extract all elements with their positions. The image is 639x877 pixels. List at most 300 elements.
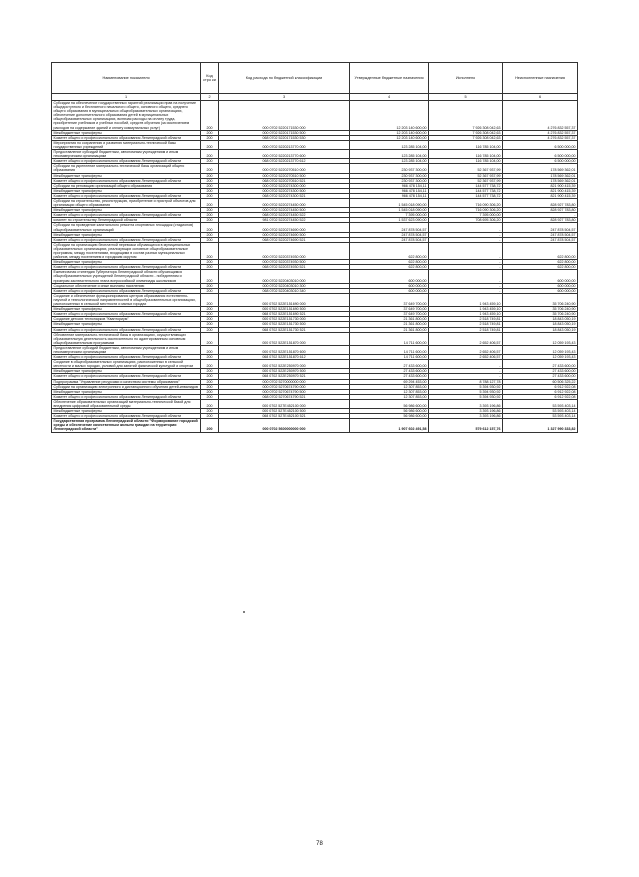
cell-executed: 2 652 406,57 bbox=[429, 332, 503, 345]
table-row bbox=[52, 360, 578, 369]
cell-name: Мероприятия по сохранению и развитию материально-технической базы государственных учреждений bbox=[52, 140, 201, 149]
table-row bbox=[52, 345, 578, 354]
cell-executed: 2 518 749,81 bbox=[429, 322, 503, 327]
header-approved: Утвержденные бюджетные назначения bbox=[350, 63, 429, 94]
cell-approved: 21 361 800,00 bbox=[350, 317, 429, 322]
cell-approved: 230 937 300,00 bbox=[350, 178, 429, 183]
cell-name: Комитет общего и профессионального образования Ленинградской области bbox=[52, 159, 201, 164]
cell-line-code: 200 bbox=[201, 394, 219, 399]
cell-approved: 622 800,00 bbox=[350, 265, 429, 270]
cell-line-code: 200 bbox=[201, 327, 219, 332]
cell-executed: - bbox=[429, 260, 503, 265]
cell-remaining: 828 927 783,80 bbox=[503, 198, 578, 207]
cell-name: Межбюджетные трансферты bbox=[52, 307, 201, 312]
cell-remaining: 53 593 403,14 bbox=[503, 399, 578, 408]
cell-executed: 1 943 459,10 bbox=[429, 312, 503, 317]
cell-line-code: 200 bbox=[201, 150, 219, 159]
cell-line-code: 200 bbox=[201, 135, 219, 140]
cell-remaining: 821 900 415,39 bbox=[503, 188, 578, 193]
cell-executed: 116 785 104,00 bbox=[429, 140, 503, 149]
cell-executed: 716 090 306,20 bbox=[429, 208, 503, 213]
cell-approved: 12 307 853,00 bbox=[350, 394, 429, 399]
cell-kbk: 068 0702 5220274300 521 bbox=[219, 193, 350, 198]
cell-kbk: 000 0702 5220274690 000 bbox=[219, 223, 350, 232]
cell-remaining: 27 433 600,00 bbox=[503, 374, 578, 379]
cell-executed: 52 367 937,99 bbox=[429, 164, 503, 173]
column-number: 1 bbox=[52, 94, 201, 101]
cell-approved: 56 986 600,00 bbox=[350, 414, 429, 419]
cell-remaining: 828 927 783,80 bbox=[503, 208, 578, 213]
cell-kbk: 000 0702 5220274690 500 bbox=[219, 232, 350, 237]
cell-name: Комитет общего и профессионального образования Ленинградской области bbox=[52, 178, 201, 183]
cell-executed: 3 393 196,86 bbox=[429, 399, 503, 408]
cell-remaining: 4 276 832 557,37 bbox=[503, 130, 578, 135]
table-row bbox=[52, 150, 578, 159]
cell-approved: 37 649 700,00 bbox=[350, 307, 429, 312]
cell-name: Межбюджетные трансферты bbox=[52, 369, 201, 374]
cell-line-code: 200 bbox=[201, 369, 219, 374]
cell-line-code: 200 bbox=[201, 288, 219, 293]
cell-line-code: 200 bbox=[201, 332, 219, 345]
header-executed: Исполнено bbox=[429, 63, 503, 94]
page-number: 78 bbox=[316, 841, 323, 847]
cell-name: Создание и обеспечение функционирования центров образования естественно-научной и технологической направленностей в общеобразовательных организациях, расположенных в сельской местности и малых городах bbox=[52, 293, 201, 306]
cell-line-code: 200 bbox=[201, 260, 219, 265]
cell-line-code: 200 bbox=[201, 384, 219, 389]
cell-approved: 21 361 800,00 bbox=[350, 327, 429, 332]
cell-line-code: 200 bbox=[201, 223, 219, 232]
cell-executed: 144 577 738,72 bbox=[429, 183, 503, 188]
cell-remaining: 821 900 415,39 bbox=[503, 183, 578, 188]
cell-kbk: 000 0702 5270000000 000 bbox=[219, 379, 350, 384]
cell-executed: 52 367 937,99 bbox=[429, 173, 503, 178]
cell-line-code: 200 bbox=[201, 178, 219, 183]
cell-line-code: 200 bbox=[201, 208, 219, 213]
cell-line-code: 200 bbox=[201, 379, 219, 384]
cell-kbk: 068 0702 522E250970 521 bbox=[219, 374, 350, 379]
cell-kbk: 981 0702 5220274450 522 bbox=[219, 218, 350, 223]
cell-remaining: 4 276 832 557,37 bbox=[503, 135, 578, 140]
cell-line-code: 200 bbox=[201, 409, 219, 414]
cell-approved: 1 537 623 090,00 bbox=[350, 218, 429, 223]
cell-name: Субсидии на организацию электронного и дистанционного обучения детей-инвалидов bbox=[52, 384, 201, 389]
cell-executed: 2 518 749,81 bbox=[429, 327, 503, 332]
cell-approved: 14 711 600,00 bbox=[350, 332, 429, 345]
cell-remaining: 600 000,00 bbox=[503, 283, 578, 288]
cell-name: Социальное обеспечение и иные выплаты населению bbox=[52, 283, 201, 288]
cell-line-code: 200 bbox=[201, 198, 219, 207]
cell-kbk: 068 0702 5220374930 521 bbox=[219, 265, 350, 270]
cell-executed: - bbox=[429, 374, 503, 379]
table-row bbox=[52, 293, 578, 306]
cell-line-code: 200 bbox=[201, 419, 219, 432]
cell-name: комитет по строительству Ленинградской области bbox=[52, 218, 201, 223]
cell-line-code: 200 bbox=[201, 242, 219, 259]
cell-remaining: 6 912 922,08 bbox=[503, 394, 578, 399]
cell-kbk: 000 0702 527E452100 500 bbox=[219, 409, 350, 414]
cell-executed: 3 393 196,86 bbox=[429, 409, 503, 414]
column-number: 2 bbox=[201, 94, 219, 101]
cell-name: Комитет общего и профессионального образования Ленинградской области bbox=[52, 374, 201, 379]
cell-executed: - bbox=[429, 270, 503, 283]
cell-name: Межбюджетные трансферты bbox=[52, 208, 201, 213]
cell-remaining: 247 878 504,57 bbox=[503, 232, 578, 237]
cell-name: Межбюджетные трансферты bbox=[52, 409, 201, 414]
cell-name: Комитет общего и профессионального образования Ленинградской области bbox=[52, 213, 201, 218]
cell-line-code: 200 bbox=[201, 355, 219, 360]
cell-remaining: 178 569 362,01 bbox=[503, 173, 578, 178]
cell-line-code: 200 bbox=[201, 293, 219, 306]
cell-name: Межбюджетные трансферты bbox=[52, 322, 201, 327]
cell-line-code: 200 bbox=[201, 188, 219, 193]
cell-approved: 7 395 000,00 bbox=[350, 213, 429, 218]
cell-remaining: 600 000,00 bbox=[503, 288, 578, 293]
cell-remaining: 12 059 193,43 bbox=[503, 345, 578, 354]
cell-approved: 123 285 104,00 bbox=[350, 150, 429, 159]
cell-remaining: 35 706 240,90 bbox=[503, 312, 578, 317]
cell-remaining: 27 433 600,00 bbox=[503, 360, 578, 369]
cell-line-code: 200 bbox=[201, 389, 219, 394]
cell-executed: - bbox=[429, 232, 503, 237]
cell-kbk: 000 0702 5220403010 300 bbox=[219, 283, 350, 288]
cell-name: Комитет общего и профессионального образования Ленинградской области bbox=[52, 414, 201, 419]
header-remaining: Неисполненные назначения bbox=[503, 63, 578, 94]
cell-name: Субсидии на реновацию организаций общего образования bbox=[52, 183, 201, 188]
cell-approved: 123 285 104,00 bbox=[350, 159, 429, 164]
cell-line-code: 200 bbox=[201, 213, 219, 218]
table-row bbox=[52, 140, 578, 149]
cell-kbk: 068 0702 522E151730 521 bbox=[219, 327, 350, 332]
cell-name: Межбюджетные трансферты bbox=[52, 188, 201, 193]
cell-approved: 600 000,00 bbox=[350, 288, 429, 293]
cell-name: Комитет общего и профессионального образования Ленинградской области bbox=[52, 193, 201, 198]
header-kbk: Код расхода по бюджетной классификации bbox=[219, 63, 350, 94]
cell-approved: 1 545 018 090,00 bbox=[350, 198, 429, 207]
cell-name: Создание детских технопарков "Кванториум" bbox=[52, 317, 201, 322]
cell-executed: 7 395 000,00 bbox=[429, 213, 503, 218]
cell-name: Комитет общего и профессионального образования Ленинградской области bbox=[52, 135, 201, 140]
cell-kbk: 000 0702 522E151690 000 bbox=[219, 293, 350, 306]
cell-approved: 27 433 600,00 bbox=[350, 360, 429, 369]
cell-name: Государственная программа Ленинградской области "Формирование городской среды и обеспечение качественным жильем граждан на территории Ленинградской области" bbox=[52, 419, 201, 432]
cell-kbk: 000 0702 5220374930 500 bbox=[219, 260, 350, 265]
cell-executed: 116 785 104,00 bbox=[429, 150, 503, 159]
cell-executed: 7 926 308 042,63 bbox=[429, 135, 503, 140]
cell-executed: 5 394 930,92 bbox=[429, 394, 503, 399]
cell-name: Субсидии на организацию бесплатной перевозки обучающихся в муниципальных образовательных организациях, реализующих основные общеобразовательные программы, между поселениями, входящими в состав разных муниципальных районов, между поселением и городским округом bbox=[52, 242, 201, 259]
table-row bbox=[52, 270, 578, 283]
cell-name: Комитет общего и профессионального образования Ленинградской области bbox=[52, 394, 201, 399]
cell-executed: 5 394 930,92 bbox=[429, 389, 503, 394]
cell-line-code: 200 bbox=[201, 414, 219, 419]
cell-name: Межбюджетные трансферты bbox=[52, 260, 201, 265]
cell-remaining: 35 706 240,90 bbox=[503, 307, 578, 312]
cell-remaining: 6 500 000,00 bbox=[503, 140, 578, 149]
table-row bbox=[52, 332, 578, 345]
cell-name: Комитет общего и профессионального образования Ленинградской области bbox=[52, 237, 201, 242]
cell-line-code: 200 bbox=[201, 312, 219, 317]
column-number: 5 bbox=[429, 94, 503, 101]
cell-kbk: 000 0702 5220274450 500 bbox=[219, 208, 350, 213]
cell-line-code: 200 bbox=[201, 283, 219, 288]
cell-executed: 116 785 104,00 bbox=[429, 159, 503, 164]
cell-approved: 123 285 104,00 bbox=[350, 140, 429, 149]
cell-executed: 1 943 459,10 bbox=[429, 307, 503, 312]
cell-kbk: 000 0702 5220274450 000 bbox=[219, 198, 350, 207]
cell-name: Комитет общего и профессионального образования Ленинградской области bbox=[52, 355, 201, 360]
table-row bbox=[52, 399, 578, 408]
cell-name: Комитет общего и профессионального образования Ленинградской области bbox=[52, 327, 201, 332]
cell-approved: 56 986 600,00 bbox=[350, 399, 429, 408]
cell-kbk: 000 0702 522E250970 000 bbox=[219, 360, 350, 369]
cell-kbk: 068 0702 5220270510 521 bbox=[219, 178, 350, 183]
table-row bbox=[52, 198, 578, 207]
cell-remaining: 622 800,00 bbox=[503, 242, 578, 259]
cell-kbk: 000 0702 522E250970 500 bbox=[219, 369, 350, 374]
cell-line-code: 200 bbox=[201, 140, 219, 149]
cell-kbk: 000 0702 5270674790 000 bbox=[219, 384, 350, 389]
cell-approved: 21 361 800,00 bbox=[350, 322, 429, 327]
cell-kbk: 000 0702 5220274300 500 bbox=[219, 188, 350, 193]
cell-executed: 7 926 308 042,63 bbox=[429, 130, 503, 135]
cell-line-code: 200 bbox=[201, 130, 219, 135]
cell-kbk: 000 0702 5600000000 000 bbox=[219, 419, 350, 432]
cell-kbk: 000 0702 5270674790 500 bbox=[219, 389, 350, 394]
cell-line-code: 200 bbox=[201, 173, 219, 178]
cell-executed: 52 367 937,99 bbox=[429, 178, 503, 183]
cell-line-code: 200 bbox=[201, 374, 219, 379]
table-row bbox=[52, 419, 578, 432]
cell-name: Субсидии на обеспечение государственных гарантий реализации прав на получение общедоступного и бесплатного начального общего, основного общего, среднего общего образования в муниципальных общеобразовательных организациях, обеспечение дополнительного образования детей в муниципальных общеобразовательных организациях, включая расходы на оплату труда, приобретение учебников и учебных пособий, средств обучения (за исключением расходов на содержание зданий и оплату коммунальных услуг) bbox=[52, 101, 201, 131]
cell-name: Комитет общего и профессионального образования Ленинградской области bbox=[52, 288, 201, 293]
cell-line-code: 200 bbox=[201, 307, 219, 312]
cell-kbk: 068 0702 522E151690 521 bbox=[219, 312, 350, 317]
cell-approved: 12 307 853,00 bbox=[350, 384, 429, 389]
cell-executed: 2 652 406,57 bbox=[429, 355, 503, 360]
cell-line-code: 200 bbox=[201, 265, 219, 270]
cell-remaining: 622 800,00 bbox=[503, 265, 578, 270]
cell-remaining: 1 327 990 333,82 bbox=[503, 419, 578, 432]
cell-approved: 247 878 504,57 bbox=[350, 237, 429, 242]
cell-remaining: 18 843 050,19 bbox=[503, 317, 578, 322]
cell-executed: 7 926 308 042,63 bbox=[429, 101, 503, 131]
cell-remaining: 821 900 415,39 bbox=[503, 193, 578, 198]
cell-remaining: 178 569 362,01 bbox=[503, 164, 578, 173]
cell-remaining: - bbox=[503, 213, 578, 218]
cell-remaining: 18 843 050,19 bbox=[503, 327, 578, 332]
table-row bbox=[52, 164, 578, 173]
cell-executed: 5 394 930,92 bbox=[429, 384, 503, 389]
cell-remaining: 828 927 783,80 bbox=[503, 218, 578, 223]
column-number-row bbox=[52, 94, 578, 101]
cell-approved: 247 878 504,57 bbox=[350, 223, 429, 232]
cell-kbk: 000 0702 5220374930 000 bbox=[219, 242, 350, 259]
cell-line-code: 200 bbox=[201, 399, 219, 408]
cell-approved: 56 986 600,00 bbox=[350, 409, 429, 414]
cell-executed: 2 518 749,81 bbox=[429, 317, 503, 322]
cell-approved: 12 203 140 600,00 bbox=[350, 135, 429, 140]
cell-approved: 12 203 140 600,00 bbox=[350, 101, 429, 131]
cell-name: Ежемесячная стипендия Губернатора Ленинградской области обучающимся общеобразовательных учреждений Ленинградской области - победителям и призерам заключительного этапа всероссийской олимпиады школьников bbox=[52, 270, 201, 283]
cell-name: Межбюджетные трансферты bbox=[52, 130, 201, 135]
cell-kbk: 000 0702 5220213770 000 bbox=[219, 140, 350, 149]
cell-approved: 966 478 154,11 bbox=[350, 183, 429, 188]
cell-executed: - bbox=[429, 288, 503, 293]
cell-approved: 230 937 300,00 bbox=[350, 164, 429, 173]
cell-line-code: 200 bbox=[201, 317, 219, 322]
cell-remaining: 53 593 403,14 bbox=[503, 409, 578, 414]
cell-approved: 12 203 140 600,00 bbox=[350, 130, 429, 135]
cell-kbk: 000 0702 522E151730 000 bbox=[219, 317, 350, 322]
cell-executed: - bbox=[429, 265, 503, 270]
cell-name: Межбюджетные трансферты bbox=[52, 173, 201, 178]
cell-line-code: 200 bbox=[201, 345, 219, 354]
cell-remaining: 6 500 000,00 bbox=[503, 150, 578, 159]
budget-execution-table bbox=[51, 62, 578, 433]
header-row bbox=[52, 63, 578, 94]
cell-kbk: 000 0702 5220403010 000 bbox=[219, 270, 350, 283]
cell-approved: 37 649 700,00 bbox=[350, 293, 429, 306]
cell-remaining: 6 912 922,08 bbox=[503, 389, 578, 394]
cell-name: Субсидии на укрепление материально-технической базы организаций общего образования bbox=[52, 164, 201, 173]
cell-approved: 1 545 018 090,00 bbox=[350, 208, 429, 213]
cell-remaining: 6 500 000,00 bbox=[503, 159, 578, 164]
cell-approved: 247 878 504,57 bbox=[350, 232, 429, 237]
column-number: 6 bbox=[503, 94, 578, 101]
cell-name: Межбюджетные трансферты bbox=[52, 232, 201, 237]
cell-kbk: 068 0702 527E452100 521 bbox=[219, 414, 350, 419]
cell-executed: - bbox=[429, 360, 503, 369]
cell-kbk: 000 0702 522E151730 500 bbox=[219, 322, 350, 327]
cell-name: Предоставление субсидий бюджетным, автономным учреждениям и иным некоммерческим организациям bbox=[52, 345, 201, 354]
cell-remaining: 35 706 240,90 bbox=[503, 293, 578, 306]
cell-line-code: 200 bbox=[201, 193, 219, 198]
cell-line-code: 200 bbox=[201, 159, 219, 164]
cell-name: Комитет общего и профессионального образования Ленинградской области bbox=[52, 265, 201, 270]
cell-approved: 600 000,00 bbox=[350, 283, 429, 288]
cell-kbk: 068 0702 5270674790 521 bbox=[219, 394, 350, 399]
cell-name: Создание в общеобразовательных организациях, расположенных в сельской местности и малых городах, условий для занятий физической культурой и спортом bbox=[52, 360, 201, 369]
cell-name: Межбюджетные трансферты bbox=[52, 389, 201, 394]
cell-line-code: 200 bbox=[201, 270, 219, 283]
cell-executed: 579 612 157,76 bbox=[429, 419, 503, 432]
cell-approved: 600 000,00 bbox=[350, 270, 429, 283]
cell-approved: 14 711 600,00 bbox=[350, 345, 429, 354]
cell-executed: - bbox=[429, 283, 503, 288]
cell-approved: 622 800,00 bbox=[350, 260, 429, 265]
cell-approved: 37 649 700,00 bbox=[350, 312, 429, 317]
cell-executed: 1 943 459,10 bbox=[429, 293, 503, 306]
table-row bbox=[52, 242, 578, 259]
cell-remaining: 18 843 050,19 bbox=[503, 322, 578, 327]
cell-kbk: 000 0702 527E452100 000 bbox=[219, 399, 350, 408]
cell-approved: 69 294 453,00 bbox=[350, 379, 429, 384]
cell-executed: 3 393 196,86 bbox=[429, 414, 503, 419]
column-number: 3 bbox=[219, 94, 350, 101]
cell-remaining: 4 276 832 557,37 bbox=[503, 101, 578, 131]
cell-kbk: 000 0702 5220274300 000 bbox=[219, 183, 350, 188]
cell-line-code: 200 bbox=[201, 360, 219, 369]
cell-executed: 144 577 738,72 bbox=[429, 193, 503, 198]
cell-name: Обеспечение образовательных организаций материально-технической базой для внедрения цифровой образовательной среды bbox=[52, 399, 201, 408]
cell-approved: 12 307 853,00 bbox=[350, 389, 429, 394]
cell-approved: 966 478 154,11 bbox=[350, 188, 429, 193]
cell-kbk: 000 0702 5220171530 000 bbox=[219, 101, 350, 131]
cell-line-code: 200 bbox=[201, 237, 219, 242]
cell-remaining: 12 059 193,43 bbox=[503, 332, 578, 345]
cell-executed: - bbox=[429, 369, 503, 374]
cell-line-code: 200 bbox=[201, 218, 219, 223]
cell-remaining: 12 059 193,43 bbox=[503, 355, 578, 360]
cell-executed: - bbox=[429, 237, 503, 242]
cell-remaining: 247 878 504,57 bbox=[503, 223, 578, 232]
cell-executed: 144 577 738,72 bbox=[429, 188, 503, 193]
cell-kbk: 000 0702 522E151870 000 bbox=[219, 332, 350, 345]
cell-line-code: 200 bbox=[201, 101, 219, 131]
cell-kbk: 068 0702 5220274690 521 bbox=[219, 237, 350, 242]
cell-approved: 622 800,00 bbox=[350, 242, 429, 259]
table-row bbox=[52, 223, 578, 232]
cell-remaining: 600 000,00 bbox=[503, 270, 578, 283]
cell-name: Субсидии на строительство, реконструкцию, приобретение и пристрой объектов для организации общего образования bbox=[52, 198, 201, 207]
cell-executed: 716 090 306,20 bbox=[429, 198, 503, 207]
cell-name: Комитет общего и профессионального образования Ленинградской области bbox=[52, 312, 201, 317]
cell-remaining: 27 433 600,00 bbox=[503, 369, 578, 374]
cell-name: Подпрограмма "Управление ресурсами и качеством системы образования" bbox=[52, 379, 201, 384]
scan-speck bbox=[243, 611, 245, 613]
cell-line-code: 200 bbox=[201, 232, 219, 237]
cell-approved: 1 907 602 491,58 bbox=[350, 419, 429, 432]
cell-remaining: 60 506 325,22 bbox=[503, 379, 578, 384]
cell-name: Предоставление субсидий бюджетным, автономным учреждениям и иным некоммерческим организациям bbox=[52, 150, 201, 159]
table-body bbox=[52, 101, 578, 433]
cell-approved: 966 478 154,11 bbox=[350, 193, 429, 198]
cell-kbk: 068 0702 5220171530 530 bbox=[219, 135, 350, 140]
cell-name: Субсидии на проведение капитального ремонта спортивных площадок (стадионов) общеобразовательных организаций bbox=[52, 223, 201, 232]
cell-kbk: 068 0702 522E151870 612 bbox=[219, 355, 350, 360]
cell-remaining: 622 800,00 bbox=[503, 260, 578, 265]
cell-approved: 230 937 300,00 bbox=[350, 173, 429, 178]
cell-approved: 27 433 600,00 bbox=[350, 369, 429, 374]
cell-remaining: 178 569 362,01 bbox=[503, 178, 578, 183]
cell-remaining: 6 912 922,08 bbox=[503, 384, 578, 389]
cell-kbk: 000 0702 522E151690 500 bbox=[219, 307, 350, 312]
cell-kbk: 000 0702 522E151870 600 bbox=[219, 345, 350, 354]
table-row bbox=[52, 101, 578, 131]
cell-executed: 2 652 406,57 bbox=[429, 345, 503, 354]
cell-kbk: 068 0702 5220403010 340 bbox=[219, 288, 350, 293]
cell-approved: 14 711 600,00 bbox=[350, 355, 429, 360]
cell-remaining: 53 593 403,14 bbox=[503, 414, 578, 419]
cell-kbk: 000 0702 5220270510 000 bbox=[219, 164, 350, 173]
cell-kbk: 068 0702 5220274450 522 bbox=[219, 213, 350, 218]
cell-executed: 8 788 127,78 bbox=[429, 379, 503, 384]
cell-executed: - bbox=[429, 223, 503, 232]
cell-executed: - bbox=[429, 242, 503, 259]
cell-kbk: 000 0702 5220213770 600 bbox=[219, 150, 350, 159]
cell-name: Обновление материально-технической базы в организациях, осуществляющих образовательную деятельность исключительно по адаптированным основным общеобразовательным программам bbox=[52, 332, 201, 345]
cell-kbk: 000 0702 5220171530 500 bbox=[219, 130, 350, 135]
cell-remaining: 247 878 504,57 bbox=[503, 237, 578, 242]
header-line-code: Код стро ки bbox=[201, 63, 219, 94]
cell-line-code: 200 bbox=[201, 183, 219, 188]
cell-kbk: 000 0702 5220270510 500 bbox=[219, 173, 350, 178]
cell-kbk: 068 0702 5220213770 612 bbox=[219, 159, 350, 164]
cell-executed: 708 695 306,20 bbox=[429, 218, 503, 223]
cell-line-code: 200 bbox=[201, 322, 219, 327]
cell-line-code: 200 bbox=[201, 164, 219, 173]
column-number: 4 bbox=[350, 94, 429, 101]
